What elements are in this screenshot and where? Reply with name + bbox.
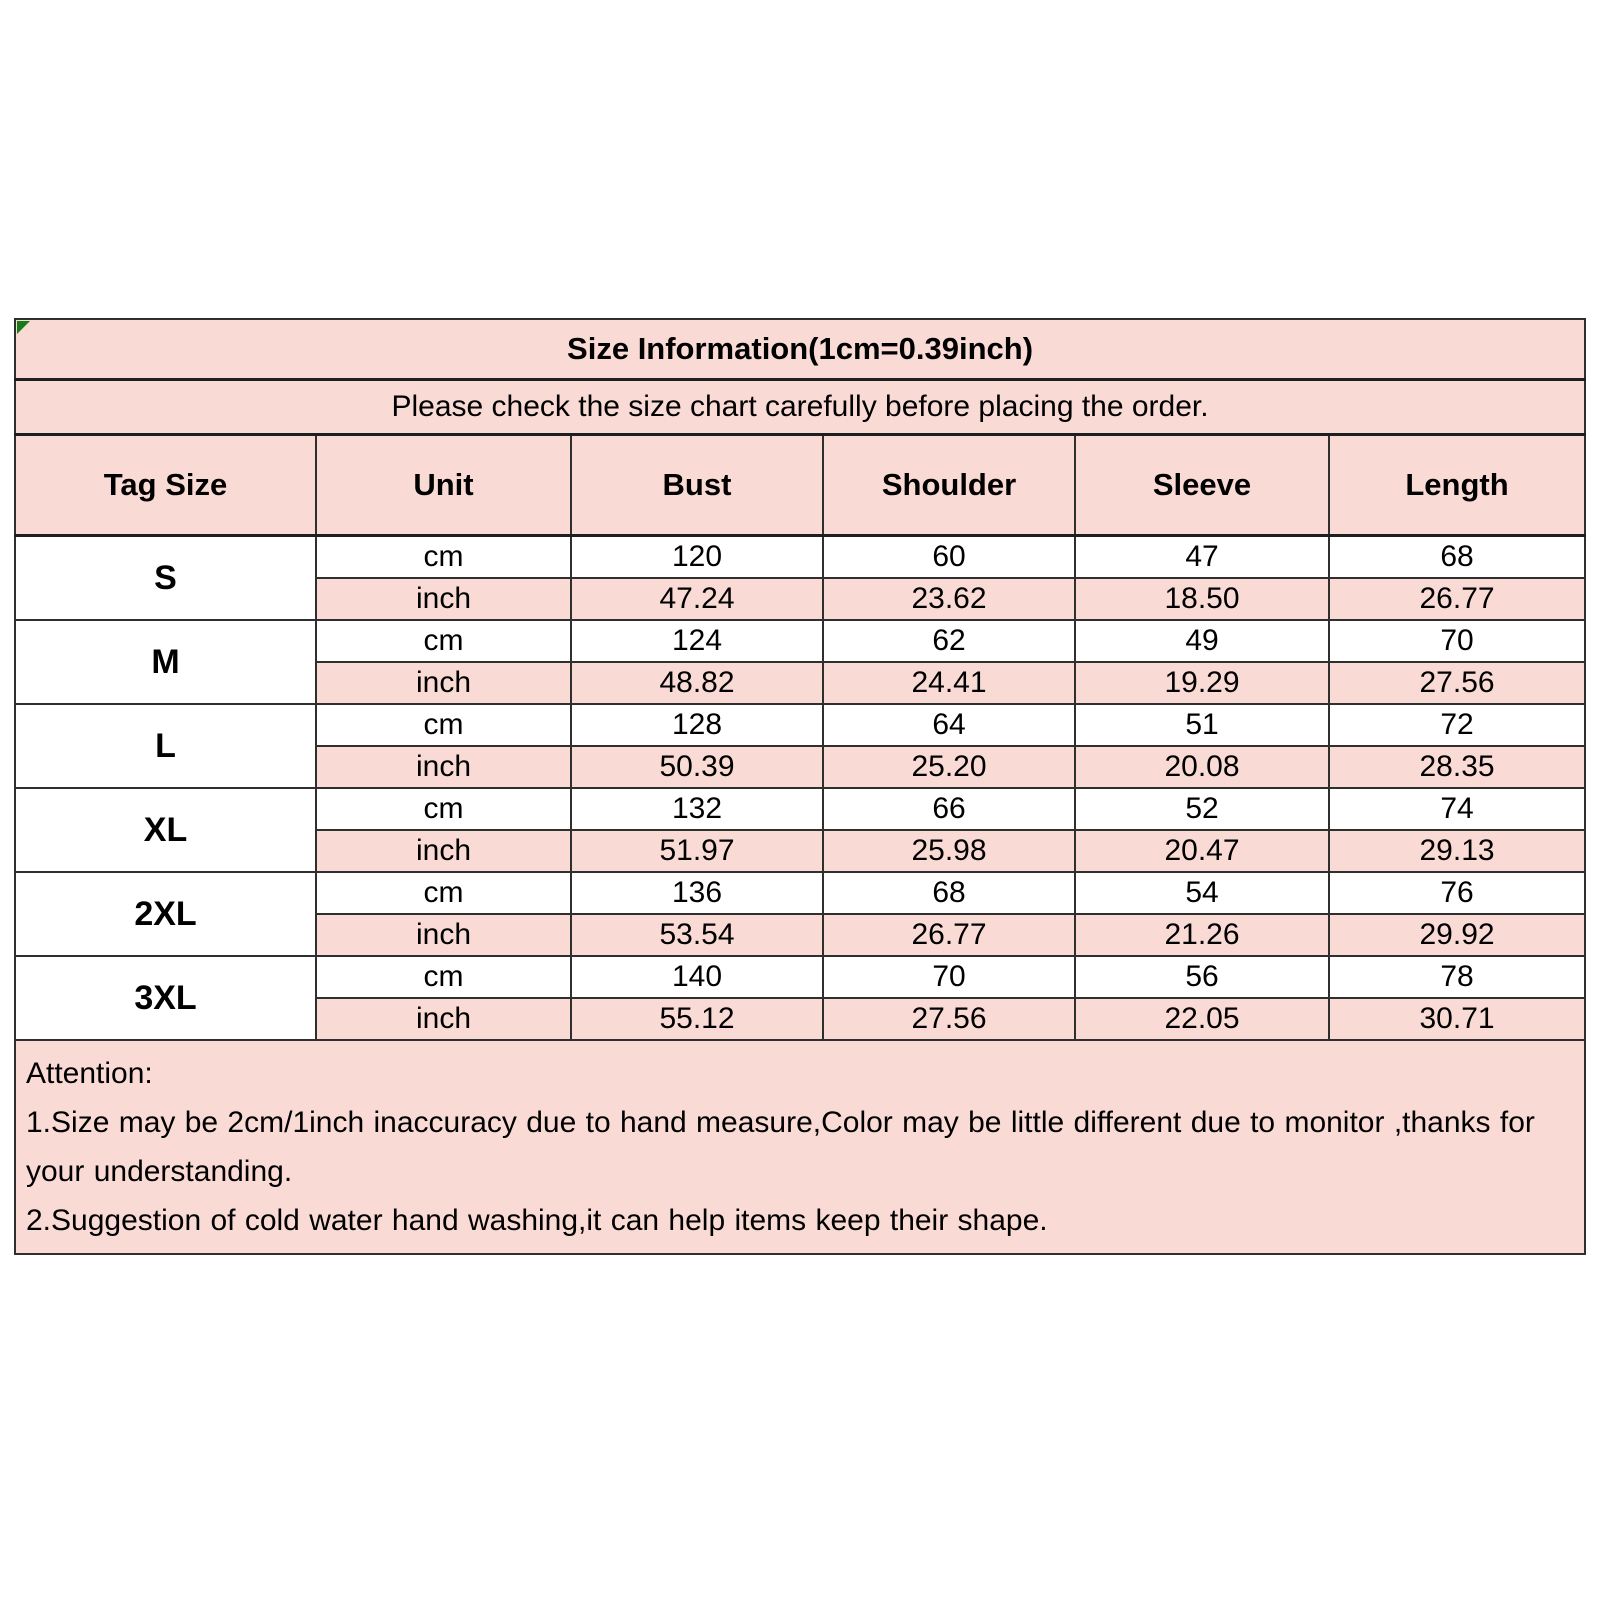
value-3xl-cm-sleeve: 56 [1075, 956, 1329, 998]
value-l-inch-bust: 50.39 [571, 746, 823, 788]
value-m-inch-length: 27.56 [1329, 662, 1585, 704]
value-2xl-cm-sleeve: 54 [1075, 872, 1329, 914]
value-l-cm-shoulder: 64 [823, 704, 1075, 746]
value-2xl-cm-shoulder: 68 [823, 872, 1075, 914]
size-chart [14, 318, 1584, 1255]
size-row-l-cm [15, 704, 1585, 746]
value-m-inch-shoulder: 24.41 [823, 662, 1075, 704]
value-l-inch-sleeve: 20.08 [1075, 746, 1329, 788]
chart-subtitle: Please check the size chart carefully before placing the order. [15, 380, 1585, 435]
value-3xl-inch-shoulder: 27.56 [823, 998, 1075, 1040]
value-s-inch-bust: 47.24 [571, 578, 823, 620]
value-2xl-cm-bust: 136 [571, 872, 823, 914]
value-3xl-cm-bust: 140 [571, 956, 823, 998]
value-2xl-inch-shoulder: 26.77 [823, 914, 1075, 956]
column-header-length: Length [1329, 435, 1585, 536]
unit-label-inch: inch [316, 578, 571, 620]
size-table-body [15, 536, 1585, 1041]
value-s-inch-shoulder: 23.62 [823, 578, 1075, 620]
attention-row [15, 1040, 1585, 1254]
tag-size-l: L [15, 704, 316, 788]
value-xl-inch-shoulder: 25.98 [823, 830, 1075, 872]
column-header-tag-size: Tag Size [15, 435, 316, 536]
value-xl-inch-bust: 51.97 [571, 830, 823, 872]
value-2xl-inch-length: 29.92 [1329, 914, 1585, 956]
tag-size-xl: XL [15, 788, 316, 872]
value-3xl-inch-sleeve: 22.05 [1075, 998, 1329, 1040]
attention-note [15, 1040, 1585, 1254]
size-row-3xl-cm [15, 956, 1585, 998]
attention-heading: Attention: [26, 1057, 153, 1090]
value-xl-cm-sleeve: 52 [1075, 788, 1329, 830]
value-l-cm-length: 72 [1329, 704, 1585, 746]
value-m-cm-sleeve: 49 [1075, 620, 1329, 662]
attention-line-1: 1.Size may be 2cm/1inch inaccuracy due to hand measure,Color may be little different due to monitor ,thanks for your understanding. [26, 1106, 1535, 1188]
tag-size-s: S [15, 536, 316, 621]
size-chart-head [15, 319, 1585, 536]
value-xl-inch-sleeve: 20.47 [1075, 830, 1329, 872]
column-header-row [15, 435, 1585, 536]
value-s-cm-sleeve: 47 [1075, 536, 1329, 579]
value-l-cm-bust: 128 [571, 704, 823, 746]
subtitle-row [15, 380, 1585, 435]
size-row-s-cm [15, 536, 1585, 579]
value-s-cm-shoulder: 60 [823, 536, 1075, 579]
title-row [15, 319, 1585, 380]
unit-label-cm: cm [316, 620, 571, 662]
tag-size-2xl: 2XL [15, 872, 316, 956]
size-chart-foot [15, 1040, 1585, 1254]
unit-label-cm: cm [316, 536, 571, 579]
unit-label-cm: cm [316, 956, 571, 998]
unit-label-inch: inch [316, 914, 571, 956]
size-chart-table [14, 318, 1586, 1255]
value-3xl-inch-bust: 55.12 [571, 998, 823, 1040]
value-s-inch-length: 26.77 [1329, 578, 1585, 620]
column-header-unit: Unit [316, 435, 571, 536]
value-xl-cm-shoulder: 66 [823, 788, 1075, 830]
column-header-bust: Bust [571, 435, 823, 536]
unit-label-inch: inch [316, 746, 571, 788]
value-m-inch-bust: 48.82 [571, 662, 823, 704]
value-xl-cm-length: 74 [1329, 788, 1585, 830]
value-m-cm-length: 70 [1329, 620, 1585, 662]
tag-size-m: M [15, 620, 316, 704]
attention-line-2: 2.Suggestion of cold water hand washing,it can help items keep their shape. [26, 1204, 1048, 1237]
column-header-sleeve: Sleeve [1075, 435, 1329, 536]
unit-label-inch: inch [316, 998, 571, 1040]
value-xl-inch-length: 29.13 [1329, 830, 1585, 872]
value-m-inch-sleeve: 19.29 [1075, 662, 1329, 704]
cell-corner-marker-icon [17, 321, 30, 334]
value-xl-cm-bust: 132 [571, 788, 823, 830]
column-header-shoulder: Shoulder [823, 435, 1075, 536]
value-l-inch-shoulder: 25.20 [823, 746, 1075, 788]
value-l-cm-sleeve: 51 [1075, 704, 1329, 746]
value-s-cm-length: 68 [1329, 536, 1585, 579]
value-s-cm-bust: 120 [571, 536, 823, 579]
chart-title: Size Information(1cm=0.39inch) [15, 319, 1585, 380]
value-2xl-inch-bust: 53.54 [571, 914, 823, 956]
value-m-cm-shoulder: 62 [823, 620, 1075, 662]
value-m-cm-bust: 124 [571, 620, 823, 662]
unit-label-cm: cm [316, 788, 571, 830]
value-l-inch-length: 28.35 [1329, 746, 1585, 788]
value-3xl-cm-shoulder: 70 [823, 956, 1075, 998]
tag-size-3xl: 3XL [15, 956, 316, 1040]
unit-label-cm: cm [316, 704, 571, 746]
size-row-xl-cm [15, 788, 1585, 830]
value-2xl-cm-length: 76 [1329, 872, 1585, 914]
size-row-2xl-cm [15, 872, 1585, 914]
size-row-m-cm [15, 620, 1585, 662]
unit-label-inch: inch [316, 830, 571, 872]
unit-label-cm: cm [316, 872, 571, 914]
value-3xl-inch-length: 30.71 [1329, 998, 1585, 1040]
value-2xl-inch-sleeve: 21.26 [1075, 914, 1329, 956]
unit-label-inch: inch [316, 662, 571, 704]
value-3xl-cm-length: 78 [1329, 956, 1585, 998]
value-s-inch-sleeve: 18.50 [1075, 578, 1329, 620]
